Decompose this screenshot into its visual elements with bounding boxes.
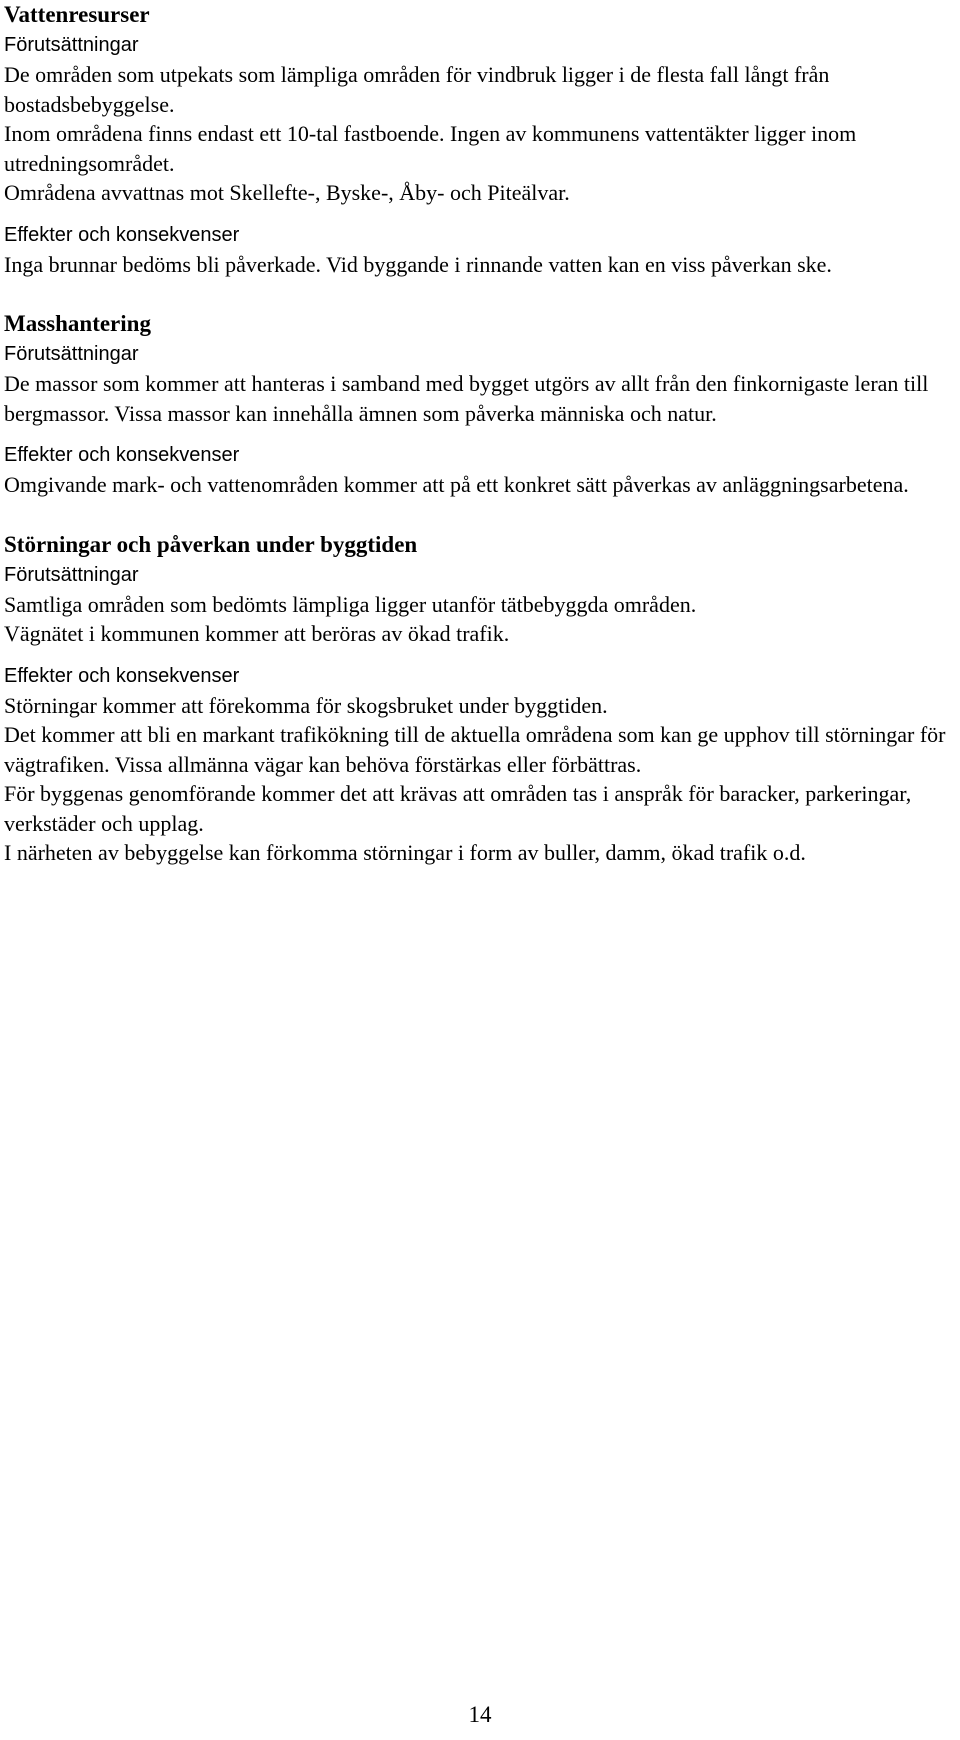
paragraph: För byggenas genomförande kommer det att krävas att områden tas i anspråk för baracker, parkeringar, verkstäder och upplag. bbox=[4, 781, 912, 836]
effects-label: Effekter och konsekvenser bbox=[4, 444, 240, 466]
paragraph: Störningar kommer att förekomma för skogsbruket under byggtiden. bbox=[4, 692, 608, 718]
section-masshantering bbox=[4, 309, 956, 500]
paragraph: Samtliga områden som bedömts lämpliga ligger utanför tätbebyggda områden. bbox=[4, 591, 697, 617]
paragraph: Vägnätet i kommunen kommer att beröras av ökad trafik. bbox=[4, 621, 510, 646]
paragraph: Det kommer att bli en markant trafikökning till de aktuella områdena som kan ge upphov till störningar för vägtrafiken. Vissa allmänna vägar kan behöva förstärkas eller förbättras. bbox=[4, 722, 946, 777]
paragraph: De massor som kommer att hanteras i samband med bygget utgörs av allt från den finkornigaste leran till bergmassor. Vissa massor kan innehålla ämnen som påverka människa och natur. bbox=[4, 371, 929, 426]
paragraph: Omgivande mark- och vattenområden kommer att på ett konkret sätt påverkas av anläggningsarbetena. bbox=[4, 472, 909, 497]
section-heading: Masshantering bbox=[4, 311, 151, 336]
paragraph: Inga brunnar bedöms bli påverkade. Vid byggande i rinnande vatten kan en viss påverkan ske. bbox=[4, 251, 832, 277]
effects-label: Effekter och konsekvenser bbox=[4, 223, 240, 246]
section-vattenresurser bbox=[4, 0, 956, 279]
prerequisites-label: Förutsättningar bbox=[4, 34, 139, 56]
paragraph: I närheten av bebyggelse kan förkomma störningar i form av buller, damm, ökad trafik o.d. bbox=[4, 840, 806, 865]
page-content bbox=[4, 0, 956, 868]
prerequisites-label: Förutsättningar bbox=[4, 563, 139, 586]
section-heading: Vattenresurser bbox=[4, 2, 150, 27]
paragraph: Områdena avvattnas mot Skellefte-, Byske-, Åby- och Piteälvar. bbox=[4, 180, 570, 205]
prerequisites-label: Förutsättningar bbox=[4, 343, 139, 365]
page-number: 14 bbox=[468, 1702, 492, 1727]
paragraph: De områden som utpekats som lämpliga områden för vindbruk ligger i de flesta fall långt från bostadsbebyggelse. bbox=[4, 62, 830, 117]
effects-label: Effekter och konsekvenser bbox=[4, 664, 240, 687]
paragraph: Inom områdena finns endast ett 10-tal fastboende. Ingen av kommunens vattentäkter ligger inom utredningsområdet. bbox=[4, 121, 857, 176]
section-storningar bbox=[4, 530, 956, 868]
section-heading: Störningar och påverkan under byggtiden bbox=[4, 531, 418, 557]
